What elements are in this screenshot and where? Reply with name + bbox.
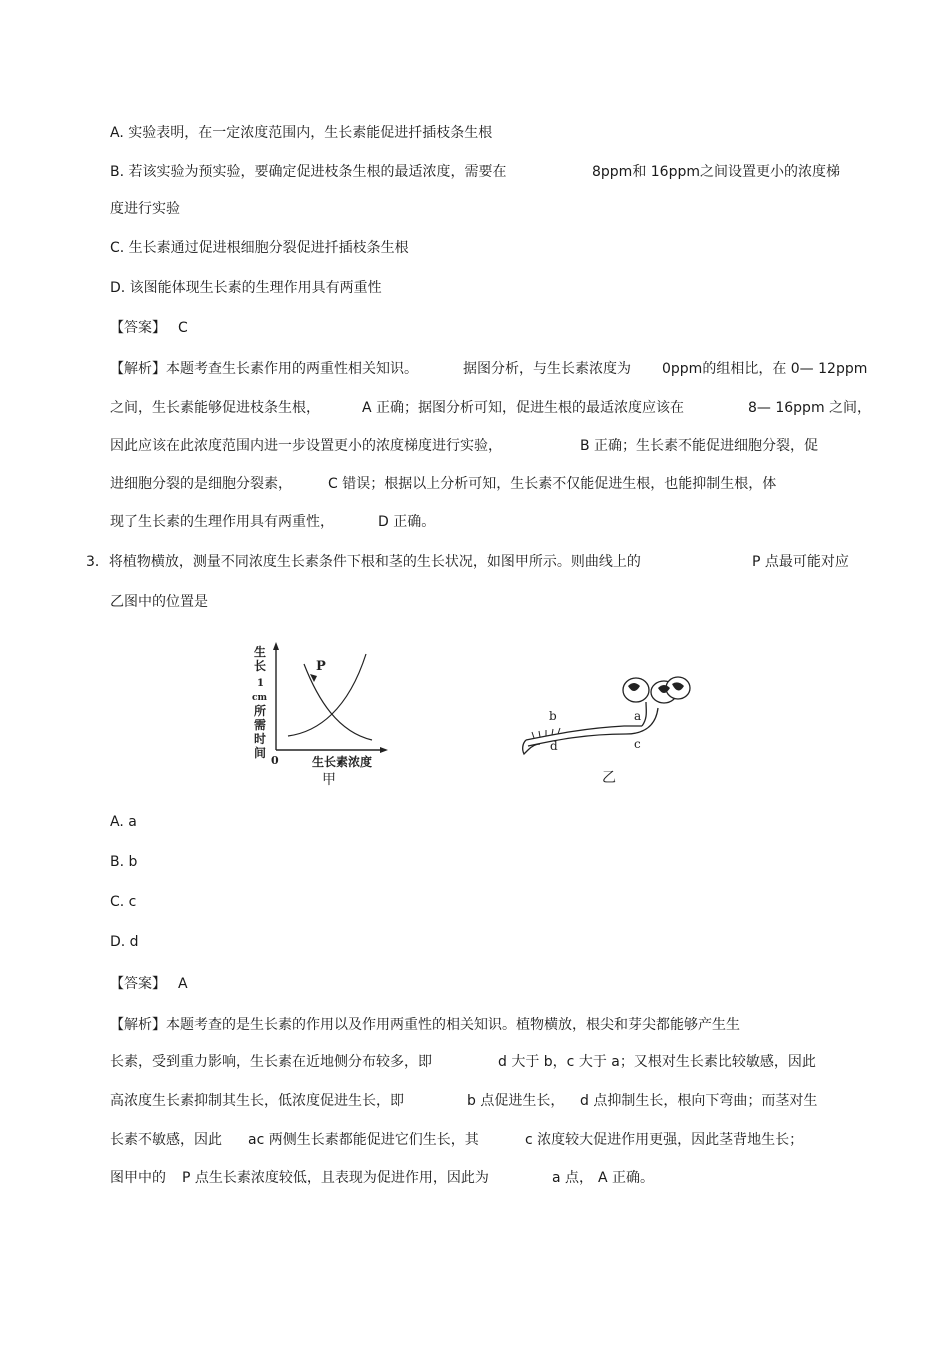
q2-option-b-line1-tail: 8ppm和 16ppm之间设置更小的浓度梯 — [592, 164, 840, 180]
ylabel-char: 所 — [254, 704, 267, 718]
q3-stem-line2: 乙图中的位置是 — [110, 594, 208, 610]
figure-jia — [248, 640, 398, 790]
q3-analysis-l5a: 图甲中的 — [110, 1170, 166, 1186]
q3-analysis-l2a: 长素，受到重力影响，生长素在近地侧分布较多，即 — [110, 1054, 432, 1070]
point-p-label: P — [316, 659, 326, 674]
figure-yi-caption: 乙 — [602, 770, 616, 786]
q3-answer-label: 【答案】 — [110, 976, 166, 992]
q2-analysis-l1a: 【解析】本题考查生长素作用的两重性相关知识。 — [110, 361, 418, 377]
q3-option-c: C. c — [110, 894, 137, 910]
q2-analysis-l2b: A 正确；据图分析可知，促进生根的最适浓度应该在 — [362, 400, 685, 416]
q3-analysis-l4a: 长素不敏感，因此 — [110, 1132, 222, 1148]
figure-jia-ylabel — [252, 644, 267, 760]
origin-label: 0 — [271, 754, 279, 767]
q3-stem-b: P 点最可能对应 — [752, 554, 849, 570]
q2-analysis-l2c: 8— 16ppm 之间， — [748, 400, 872, 416]
ylabel-char: 间 — [254, 746, 267, 760]
q2-option-b-line1: B. 若该实验为预实验，要确定促进枝条生根的最适浓度，需要在 — [110, 164, 507, 180]
q2-analysis-l4b: C 错误；根据以上分析可知，生长素不仅能促进生根，也能抑制生根，体 — [328, 476, 777, 492]
q3-analysis-l4b: ac 两侧生长素都能促进它们生长，其 — [248, 1132, 479, 1148]
q2-option-c: C. 生长素通过促进根细胞分裂促进扦插枝条生根 — [110, 240, 409, 256]
q3-option-b: B. b — [110, 854, 138, 870]
ylabel-char: 生 — [254, 645, 267, 659]
q2-analysis-l5b: D 正确。 — [378, 514, 436, 530]
root-tip — [523, 740, 540, 754]
q2-answer: C — [178, 320, 188, 336]
q3-analysis-l1: 【解析】本题考查的是生长素的作用以及作用两重性的相关知识。植物横放，根尖和芽尖都能够产生生 — [110, 1017, 740, 1033]
q3-analysis-l5d: A 正确。 — [598, 1170, 655, 1186]
q3-analysis-l2b: d 大于 b，c 大于 a；又根对生长素比较敏感，因此 — [498, 1054, 816, 1070]
q3-answer: A — [178, 976, 188, 992]
y-axis-arrow — [273, 642, 279, 650]
q3-analysis-l3c: d 点抑制生长，根向下弯曲；而茎对生 — [580, 1093, 818, 1109]
q3-analysis-l4c: c 浓度较大促进作用更强，因此茎背地生长； — [525, 1132, 804, 1148]
q2-option-b-line2: 度进行实验 — [110, 201, 180, 217]
q3-analysis-l5c: a 点， — [552, 1170, 594, 1186]
q3-analysis-l3a: 高浓度生长素抑制其生长，低浓度促进生长，即 — [110, 1093, 404, 1109]
q3-option-d: D. d — [110, 934, 139, 950]
q2-option-d: D. 该图能体现生长素的生理作用具有两重性 — [110, 280, 382, 296]
rising-curve — [288, 654, 366, 736]
x-axis-arrow — [380, 747, 388, 753]
q3-analysis-l3b: b 点促进生长， — [467, 1093, 565, 1109]
q3-option-a: A. a — [110, 814, 137, 830]
figure-yi — [516, 668, 706, 790]
q2-analysis-l1b: 据图分析，与生长素浓度为 — [463, 361, 631, 377]
q2-analysis-l1c: 0ppm的组相比，在 0— 12ppm — [662, 361, 868, 377]
stem-bend — [642, 702, 646, 726]
figure-jia-caption: 甲 — [322, 772, 336, 788]
ylabel-char: 1 — [257, 678, 264, 689]
stem-upper-edge — [526, 726, 642, 740]
q2-analysis-l2a: 之间，生长素能够促进枝条生根， — [110, 400, 320, 416]
q2-answer-label: 【答案】 — [110, 320, 166, 336]
x-axis-label: 生长素浓度 — [312, 755, 373, 769]
q3-analysis-l5b: P 点生长素浓度较低，且表现为促进作用，因此为 — [182, 1170, 489, 1186]
ylabel-char: cm — [252, 693, 268, 703]
ylabel-char: 长 — [254, 659, 267, 673]
label-a: a — [634, 709, 642, 723]
label-b: b — [549, 709, 557, 723]
q2-analysis-l3b: B 正确；生长素不能促进细胞分裂，促 — [580, 438, 819, 454]
q2-analysis-l4a: 进细胞分裂的是细胞分裂素， — [110, 476, 292, 492]
q2-option-a: A. 实验表明，在一定浓度范围内，生长素能促进扦插枝条生根 — [110, 125, 493, 141]
ylabel-char: 需 — [254, 718, 267, 732]
ylabel-char: 时 — [254, 732, 267, 746]
q2-analysis-l3a: 因此应该在此浓度范围内进一步设置更小的浓度梯度进行实验， — [110, 438, 502, 454]
label-d: d — [550, 739, 558, 753]
q2-analysis-l5a: 现了生长素的生理作用具有两重性， — [110, 514, 334, 530]
q3-stem-a: 3．将植物横放，测量不同浓度生长素条件下根和茎的生长状况，如图甲所示。则曲线上的 — [86, 554, 641, 570]
label-c: c — [634, 737, 641, 751]
